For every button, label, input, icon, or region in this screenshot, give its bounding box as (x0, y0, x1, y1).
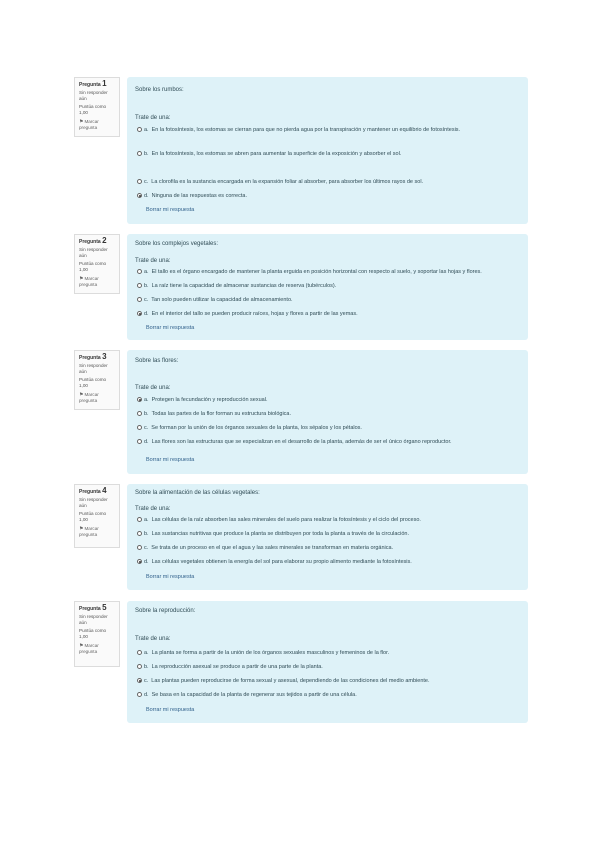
radio-button[interactable] (137, 411, 142, 416)
question-status: Sin responder aún (79, 614, 108, 625)
flag-question-link[interactable]: ⚑ Marcar pregunta (79, 119, 115, 131)
flag-question-link[interactable]: ⚑ Marcar pregunta (79, 276, 115, 288)
clear-answer-link[interactable]: Borrar mi respuesta (146, 207, 195, 213)
question-info (74, 350, 120, 410)
answer-option[interactable]: c. Se trata de un proceso en el que el agua y las sales minerales se transforman en materia orgánica. (137, 545, 518, 552)
answer-option[interactable]: a. En la fotosíntesis, los estomas se cierran para que no pierda agua por la transpiración y mantener un equilibrio de fotosíntesis. (137, 127, 518, 134)
answer-option[interactable]: a. Las células de la raíz absorben las sales minerales del suelo para realizar la fotosíntesis y el ciclo del proceso. (137, 517, 518, 524)
question-number: Pregunta 3 (79, 352, 107, 361)
question-score: Puntúa como 1,00 (79, 377, 107, 388)
question-number: Pregunta 4 (79, 486, 107, 495)
answer-option[interactable]: a. La planta se forma a partir de la unión de los órganos sexuales masculinos y femeninos de la flor. (137, 650, 518, 657)
radio-button-selected[interactable] (137, 397, 142, 402)
answer-prompt: Trate de una: (135, 385, 171, 391)
radio-button[interactable] (137, 297, 142, 302)
clear-answer-link[interactable]: Borrar mi respuesta (146, 707, 195, 713)
radio-button[interactable] (137, 283, 142, 288)
question-number: Pregunta 2 (79, 236, 107, 245)
radio-button[interactable] (137, 425, 142, 430)
answer-option[interactable]: d. Las flores son las estructuras que se especializan en el desarrollo de la planta, además de ser el único órgano reproductor. (137, 439, 518, 446)
answer-prompt: Trate de una: (135, 258, 171, 264)
question-info (74, 601, 120, 667)
answer-option[interactable]: d. Las células vegetales obtienen la energía del sol para elaborar su propio alimento mediante la fotosíntesis. (137, 559, 518, 566)
answer-option[interactable]: d. En el interior del tallo se pueden producir raíces, hojas y flores a partir de las yemas. (137, 311, 518, 318)
radio-button[interactable] (137, 517, 142, 522)
question-content (127, 601, 528, 723)
radio-button-selected[interactable] (137, 559, 142, 564)
flag-question-link[interactable]: ⚑ Marcar pregunta (79, 643, 115, 655)
radio-button[interactable] (137, 664, 142, 669)
radio-button[interactable] (137, 650, 142, 655)
radio-button[interactable] (137, 692, 142, 697)
answer-option[interactable]: d. Se basa en la capacidad de la planta de regenerar sus tejidos a partir de una célula. (137, 692, 518, 699)
answer-prompt: Trate de una: (135, 115, 171, 121)
question-number: Pregunta 1 (79, 79, 107, 88)
question-info (74, 484, 120, 548)
flag-question-link[interactable]: ⚑ Marcar pregunta (79, 392, 115, 404)
radio-button[interactable] (137, 179, 142, 184)
question-text: Sobre las flores: (135, 358, 179, 364)
question-text: Sobre la reproducción: (135, 608, 196, 614)
question-text: Sobre los rumbos: (135, 87, 184, 93)
answer-option[interactable]: b. Las sustancias nutritivas que produce la planta se distribuyen por toda la planta a través de la circulación. (137, 531, 518, 538)
answer-option[interactable]: b. En la fotosíntesis, los estomas se abren para aumentar la superficie de la exposición y absorber el sol. (137, 151, 518, 158)
radio-button[interactable] (137, 269, 142, 274)
answer-option[interactable]: b. Todas las partes de la flor forman su estructura biológica. (137, 411, 518, 418)
answer-option[interactable]: d. Ninguna de las respuestas es correcta. (137, 193, 518, 200)
answer-prompt: Trate de una: (135, 636, 171, 642)
flag-question-link[interactable]: ⚑ Marcar pregunta (79, 526, 115, 538)
question-score: Puntúa como 1,00 (79, 628, 107, 639)
radio-button[interactable] (137, 531, 142, 536)
question-status: Sin responder aún (79, 90, 108, 101)
question-number: Pregunta 5 (79, 603, 107, 612)
question-info (74, 234, 120, 294)
question-content (127, 77, 528, 224)
clear-answer-link[interactable]: Borrar mi respuesta (146, 325, 195, 331)
question-content (127, 484, 528, 590)
question-status: Sin responder aún (79, 363, 108, 374)
answer-option[interactable]: c. Las plantas pueden reproducirse de forma sexual y asexual, dependiendo de las condiciones del medio ambiente. (137, 678, 518, 685)
question-text: Sobre la alimentación de las células vegetales: (135, 490, 260, 496)
radio-button[interactable] (137, 439, 142, 444)
clear-answer-link[interactable]: Borrar mi respuesta (146, 574, 195, 580)
question-score: Puntúa como 1,00 (79, 511, 107, 522)
clear-answer-link[interactable]: Borrar mi respuesta (146, 457, 195, 463)
answer-option[interactable]: c. La clorofila es la sustancia encargada en la expansión foliar al absorber, para absorber los últimos rayos de sol. (137, 179, 518, 186)
radio-button[interactable] (137, 127, 142, 132)
radio-button[interactable] (137, 545, 142, 550)
answer-option[interactable]: b. La raíz tiene la capacidad de almacenar sustancias de reserva (tubérculos). (137, 283, 518, 290)
radio-button-selected[interactable] (137, 678, 142, 683)
question-content (127, 234, 528, 340)
question-status: Sin responder aún (79, 247, 108, 258)
answer-option[interactable]: a. Protegen la fecundación y reproducción sexual. (137, 397, 518, 404)
question-score: Puntúa como 1,00 (79, 261, 107, 272)
radio-button-selected[interactable] (137, 311, 142, 316)
answer-option[interactable]: c. Se forman por la unión de los órganos sexuales de la planta, los sépalos y los pétalos. (137, 425, 518, 432)
radio-button-selected[interactable] (137, 193, 142, 198)
question-content (127, 350, 528, 474)
answer-prompt: Trate de una: (135, 506, 171, 512)
answer-option[interactable]: c. Tan solo pueden utilizar la capacidad de almacenamiento. (137, 297, 518, 304)
answer-option[interactable]: a. El tallo es el órgano encargado de mantener la planta erguida en posición horizontal con respecto al suelo, y soportar las hojas y flores. (137, 269, 518, 276)
radio-button[interactable] (137, 151, 142, 156)
question-score: Puntúa como 1,00 (79, 104, 107, 115)
question-text: Sobre los complejos vegetales: (135, 241, 219, 247)
question-status: Sin responder aún (79, 497, 108, 508)
answer-option[interactable]: b. La reproducción asexual se produce a partir de una parte de la planta. (137, 664, 518, 671)
question-info (74, 77, 120, 137)
